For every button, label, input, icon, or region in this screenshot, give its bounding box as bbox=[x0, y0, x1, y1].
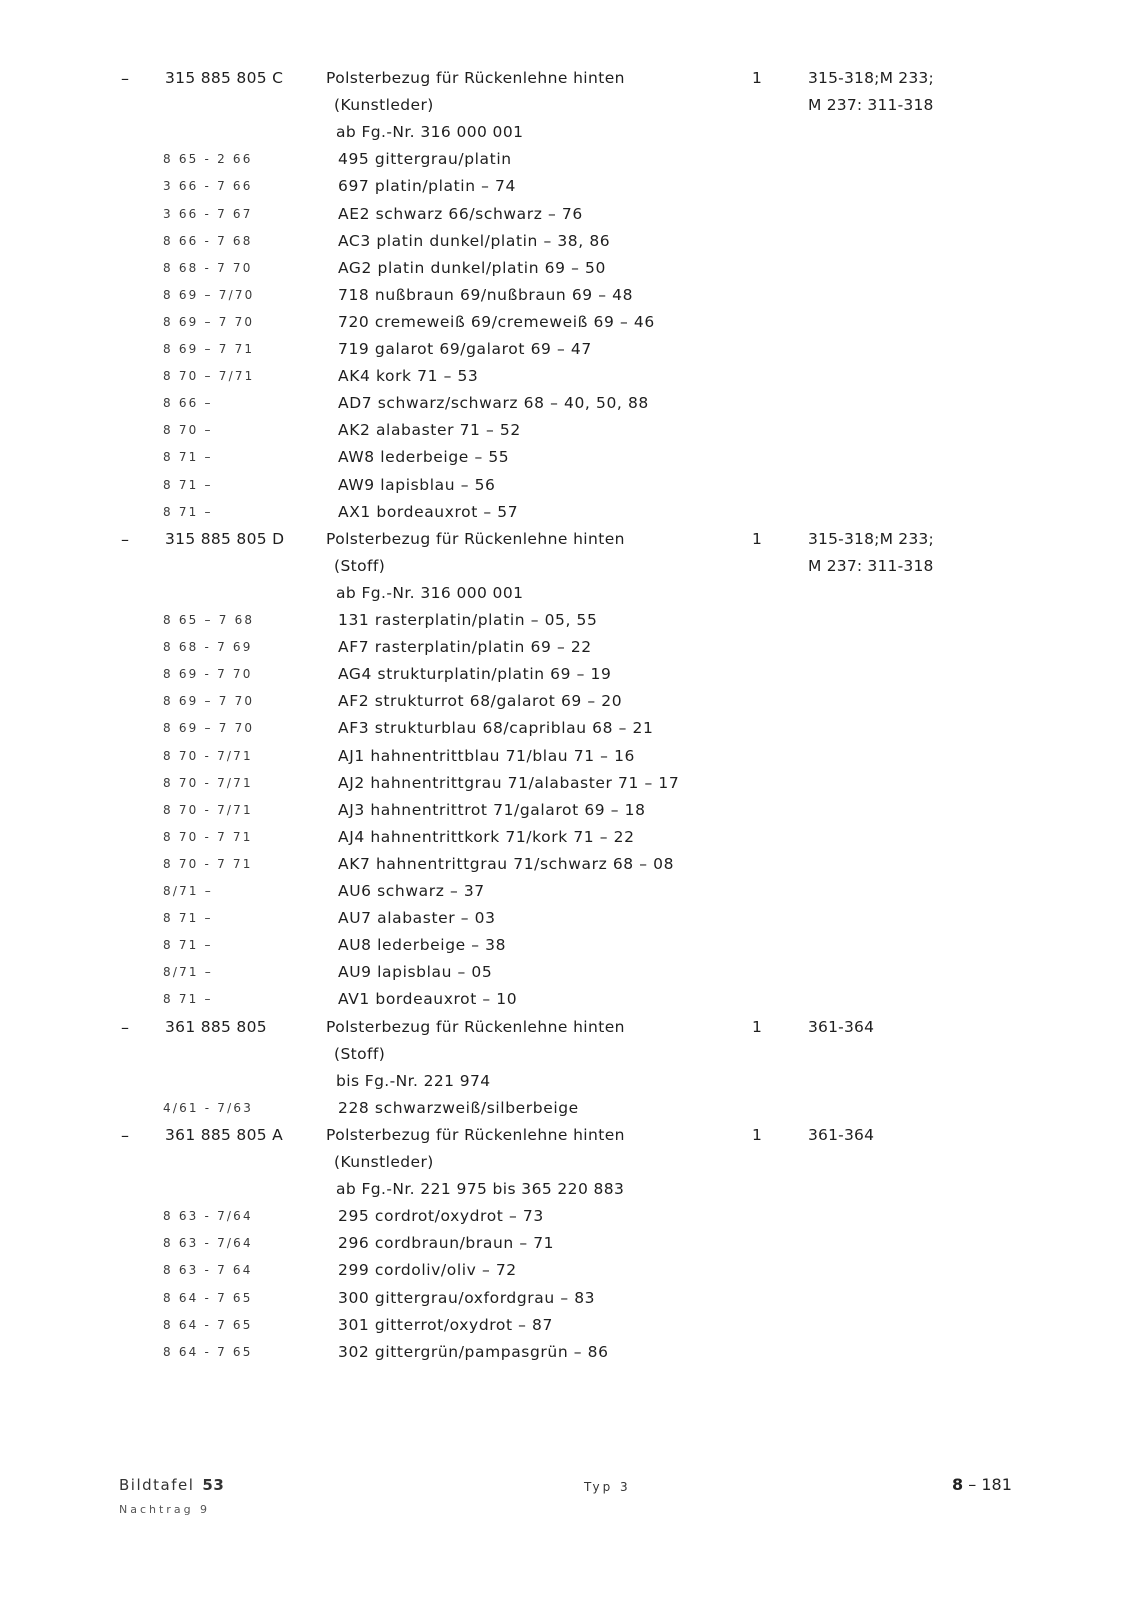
model-range: 361-364 bbox=[808, 1125, 875, 1144]
color-variant-row bbox=[0, 661, 1142, 688]
vehicle-type: Typ 3 bbox=[584, 1480, 631, 1494]
color-variant-row bbox=[0, 390, 1142, 417]
color-variant-row bbox=[0, 770, 1142, 797]
production-period: 3 66 - 7 67 bbox=[163, 206, 253, 221]
page-number: 8 – 181 bbox=[952, 1475, 1012, 1494]
color-variant-row bbox=[0, 986, 1142, 1013]
color-code-description: 495 gittergrau/platin bbox=[338, 150, 512, 169]
supplement-note: Nachtrag 9 bbox=[119, 1503, 211, 1516]
color-code-description: AF7 rasterplatin/platin 69 – 22 bbox=[338, 638, 592, 657]
color-variant-row bbox=[0, 1285, 1142, 1312]
color-code-description: AF2 strukturrot 68/galarot 69 – 20 bbox=[338, 692, 623, 711]
color-code-description: AJ1 hahnentrittblau 71/blau 71 – 16 bbox=[338, 746, 635, 765]
color-code-description: AE2 schwarz 66/schwarz – 76 bbox=[338, 204, 583, 223]
color-variant-row bbox=[0, 1312, 1142, 1339]
part-description-line bbox=[0, 1041, 1142, 1068]
part-description: Polsterbezug für Rückenlehne hinten bbox=[326, 69, 625, 87]
color-code-description: AG4 strukturplatin/platin 69 – 19 bbox=[338, 665, 612, 684]
part-number: 361 885 805 A bbox=[165, 1125, 284, 1144]
part-description: (Stoff) bbox=[334, 556, 386, 575]
part-description: Polsterbezug für Rückenlehne hinten bbox=[326, 1125, 625, 1144]
production-period: 8 65 – 7 68 bbox=[163, 613, 255, 627]
part-description: ab Fg.-Nr. 221 975 bis 365 220 883 bbox=[336, 1180, 625, 1199]
color-variant-row bbox=[0, 417, 1142, 444]
production-period: 3 66 - 7 66 bbox=[163, 179, 253, 194]
color-code-description: 719 galarot 69/galarot 69 – 47 bbox=[338, 340, 592, 358]
part-description: ab Fg.-Nr. 316 000 001 bbox=[336, 123, 524, 142]
production-period: 8/71 – bbox=[163, 965, 213, 980]
color-code-description: 131 rasterplatin/platin – 05, 55 bbox=[338, 611, 598, 629]
color-code-description: AG2 platin dunkel/platin 69 – 50 bbox=[338, 258, 606, 277]
part-description-line bbox=[0, 580, 1142, 607]
part-row bbox=[0, 1122, 1142, 1149]
part-number: 315 885 805 D bbox=[165, 529, 285, 548]
color-variant-row bbox=[0, 499, 1142, 526]
color-variant-row bbox=[0, 336, 1142, 363]
color-variant-row bbox=[0, 851, 1142, 878]
production-period: 8 70 - 7/71 bbox=[163, 802, 253, 817]
part-quantity: 1 bbox=[752, 69, 762, 87]
production-period: 8 71 – bbox=[163, 992, 213, 1007]
color-code-description: AJ3 hahnentrittrot 71/galarot 69 – 18 bbox=[338, 800, 646, 819]
part-description: (Kunstleder) bbox=[334, 96, 434, 115]
model-range: 315-318;M 233; bbox=[808, 69, 934, 87]
color-variant-row bbox=[0, 824, 1142, 851]
color-variant-row bbox=[0, 797, 1142, 824]
production-period: 8 68 - 7 70 bbox=[163, 260, 253, 275]
model-range: M 237: 311-318 bbox=[808, 556, 934, 575]
color-variant-row bbox=[0, 743, 1142, 770]
production-period: 8 71 – bbox=[163, 450, 213, 465]
production-period: 8 65 - 2 66 bbox=[163, 152, 253, 167]
color-variant-row bbox=[0, 715, 1142, 742]
part-description: Polsterbezug für Rückenlehne hinten bbox=[326, 529, 625, 548]
part-description: Polsterbezug für Rückenlehne hinten bbox=[326, 1017, 625, 1036]
color-code-description: AF3 strukturblau 68/capriblau 68 – 21 bbox=[338, 719, 654, 738]
part-description: ab Fg.-Nr. 316 000 001 bbox=[336, 583, 524, 602]
production-period: 8 69 – 7 70 bbox=[163, 721, 255, 736]
color-variant-row bbox=[0, 173, 1142, 200]
color-code-description: 301 gitterrot/oxydrot – 87 bbox=[338, 1315, 553, 1334]
production-period: 8 71 – bbox=[163, 504, 213, 519]
color-code-description: AK2 alabaster 71 – 52 bbox=[338, 421, 521, 440]
color-code-description: 295 cordrot/oxydrot – 73 bbox=[338, 1207, 544, 1226]
color-variant-row bbox=[0, 1095, 1142, 1122]
color-variant-row bbox=[0, 634, 1142, 661]
production-period: 8 64 - 7 65 bbox=[163, 1344, 253, 1359]
color-code-description: 300 gittergrau/oxfordgrau – 83 bbox=[338, 1288, 596, 1307]
part-number: 315 885 805 C bbox=[165, 69, 284, 87]
color-code-description: AD7 schwarz/schwarz 68 – 40, 50, 88 bbox=[338, 394, 649, 413]
part-description-line bbox=[0, 1149, 1142, 1176]
color-variant-row bbox=[0, 1257, 1142, 1284]
color-code-description: 697 platin/platin – 74 bbox=[338, 177, 516, 196]
part-dash: – bbox=[121, 69, 129, 88]
color-variant-row bbox=[0, 1230, 1142, 1257]
color-code-description: AW9 lapisblau – 56 bbox=[338, 475, 496, 494]
production-period: 8 69 – 7/70 bbox=[163, 287, 255, 302]
part-description: (Kunstleder) bbox=[334, 1153, 434, 1171]
part-row bbox=[0, 1014, 1142, 1041]
color-variant-row bbox=[0, 905, 1142, 932]
model-range: 315-318;M 233; bbox=[808, 529, 934, 548]
production-period: 8 64 - 7 65 bbox=[163, 1290, 253, 1305]
part-description: bis Fg.-Nr. 221 974 bbox=[336, 1071, 491, 1090]
production-period: 4/61 - 7/63 bbox=[163, 1100, 254, 1115]
production-period: 8 63 - 7/64 bbox=[163, 1236, 253, 1251]
color-code-description: AU9 lapisblau – 05 bbox=[338, 963, 493, 982]
production-period: 8 71 – bbox=[163, 938, 213, 953]
color-variant-row bbox=[0, 1339, 1142, 1366]
production-period: 8 63 - 7/64 bbox=[163, 1209, 253, 1224]
color-variant-row bbox=[0, 472, 1142, 499]
color-code-description: AU6 schwarz – 37 bbox=[338, 882, 485, 900]
color-code-description: 718 nußbraun 69/nußbraun 69 – 48 bbox=[338, 285, 634, 304]
color-code-description: 228 schwarzweiß/silberbeige bbox=[338, 1098, 579, 1117]
color-code-description: AU8 lederbeige – 38 bbox=[338, 936, 507, 955]
model-range: 361-364 bbox=[808, 1017, 875, 1036]
production-period: 8 70 - 7 71 bbox=[163, 829, 253, 844]
model-range: M 237: 311-318 bbox=[808, 96, 934, 115]
part-number: 361 885 805 bbox=[165, 1017, 267, 1036]
part-quantity: 1 bbox=[752, 1125, 762, 1144]
production-period: 8 69 – 7 71 bbox=[163, 342, 255, 356]
color-variant-row bbox=[0, 146, 1142, 173]
production-period: 8 70 - 7 71 bbox=[163, 856, 253, 871]
part-quantity: 1 bbox=[752, 1017, 762, 1036]
color-code-description: AU7 alabaster – 03 bbox=[338, 909, 496, 928]
part-description-line bbox=[0, 92, 1142, 119]
part-dash: – bbox=[121, 529, 129, 549]
production-period: 8 70 - 7/71 bbox=[163, 748, 253, 763]
production-period: 8 70 - 7/71 bbox=[163, 775, 253, 790]
production-period: 8 69 – 7 70 bbox=[163, 694, 255, 709]
production-period: 8 66 - 7 68 bbox=[163, 233, 253, 248]
part-row bbox=[0, 65, 1142, 92]
part-description: (Stoff) bbox=[334, 1044, 386, 1063]
plate-reference: Bildtafel 53 bbox=[119, 1476, 225, 1494]
color-variant-row bbox=[0, 607, 1142, 634]
production-period: 8 71 – bbox=[163, 477, 213, 492]
color-variant-row bbox=[0, 228, 1142, 255]
color-code-description: AK4 kork 71 – 53 bbox=[338, 367, 479, 386]
color-variant-row bbox=[0, 1203, 1142, 1230]
color-variant-row bbox=[0, 444, 1142, 471]
part-description-line bbox=[0, 1068, 1142, 1095]
production-period: 8 66 – bbox=[163, 396, 213, 411]
production-period: 8 64 - 7 65 bbox=[163, 1317, 253, 1332]
color-variant-row bbox=[0, 309, 1142, 336]
color-code-description: AJ2 hahnentrittgrau 71/alabaster 71 – 17 bbox=[338, 773, 680, 792]
production-period: 8 69 – 7 70 bbox=[163, 314, 255, 329]
color-code-description: 296 cordbraun/braun – 71 bbox=[338, 1234, 555, 1253]
color-variant-row bbox=[0, 363, 1142, 390]
color-code-description: 299 cordoliv/oliv – 72 bbox=[338, 1261, 517, 1280]
color-variant-row bbox=[0, 932, 1142, 959]
color-code-description: 720 cremeweiß 69/cremeweiß 69 – 46 bbox=[338, 312, 655, 331]
color-code-description: 302 gittergrün/pampasgrün – 86 bbox=[338, 1342, 609, 1361]
plate-number: 53 bbox=[202, 1476, 225, 1494]
production-period: 8 63 - 7 64 bbox=[163, 1263, 253, 1278]
production-period: 8/71 – bbox=[163, 884, 213, 898]
color-code-description: AV1 bordeauxrot – 10 bbox=[338, 990, 518, 1009]
color-variant-row bbox=[0, 688, 1142, 715]
production-period: 8 69 - 7 70 bbox=[163, 667, 253, 682]
color-variant-row bbox=[0, 255, 1142, 282]
part-dash: – bbox=[121, 1017, 129, 1037]
production-period: 8 70 – 7/71 bbox=[163, 369, 255, 384]
color-code-description: AJ4 hahnentrittkork 71/kork 71 – 22 bbox=[338, 827, 635, 846]
color-code-description: AK7 hahnentrittgrau 71/schwarz 68 – 08 bbox=[338, 854, 675, 873]
color-variant-row bbox=[0, 878, 1142, 905]
color-variant-row bbox=[0, 959, 1142, 986]
part-dash: – bbox=[121, 1125, 129, 1145]
color-variant-row bbox=[0, 282, 1142, 309]
color-code-description: AC3 platin dunkel/platin – 38, 86 bbox=[338, 231, 611, 250]
color-variant-row bbox=[0, 201, 1142, 228]
production-period: 8 68 - 7 69 bbox=[163, 640, 253, 655]
part-row bbox=[0, 526, 1142, 553]
part-description-line bbox=[0, 119, 1142, 146]
color-code-description: AW8 lederbeige – 55 bbox=[338, 448, 510, 467]
production-period: 8 70 – bbox=[163, 423, 213, 438]
part-description-line bbox=[0, 553, 1142, 580]
part-quantity: 1 bbox=[752, 529, 762, 548]
color-code-description: AX1 bordeauxrot – 57 bbox=[338, 502, 519, 521]
part-description-line bbox=[0, 1176, 1142, 1203]
production-period: 8 71 – bbox=[163, 911, 213, 926]
